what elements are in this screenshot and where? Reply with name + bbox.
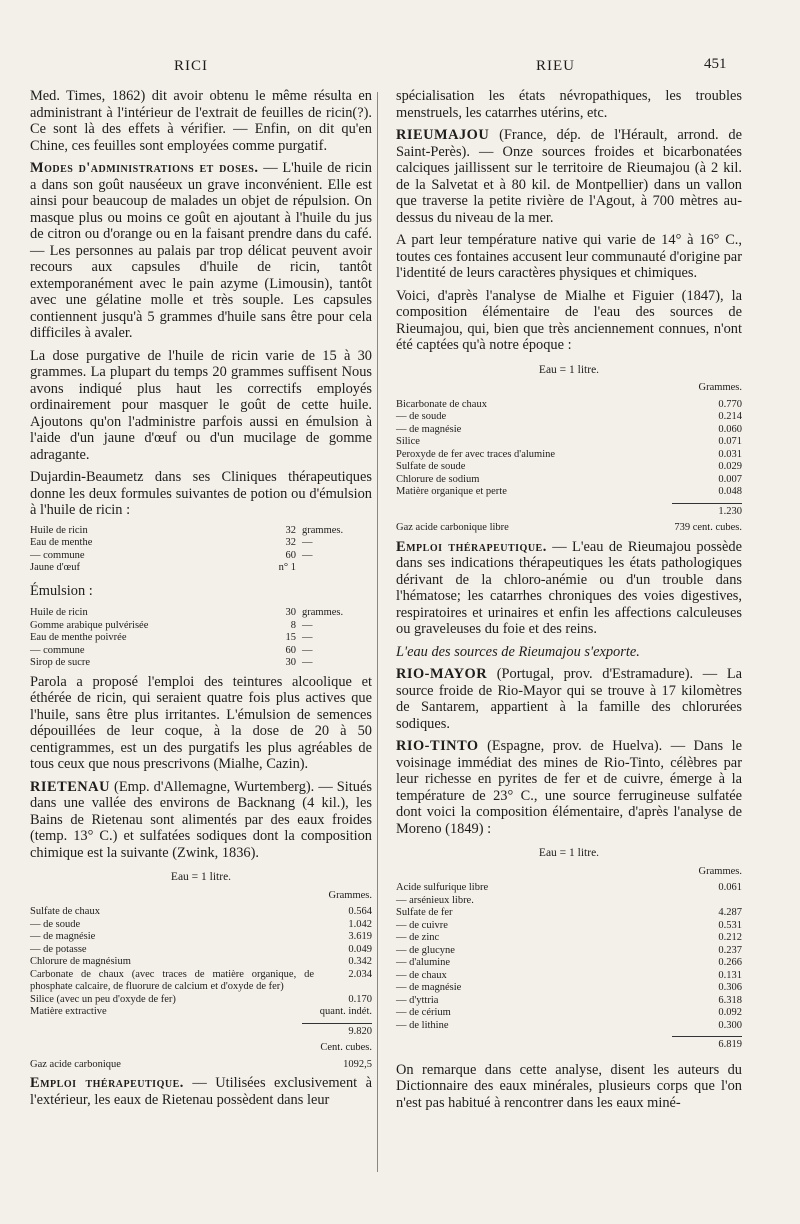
row-value: quant. indét. — [319, 1006, 372, 1017]
row-unit: — — [302, 657, 313, 668]
table-row — [396, 882, 742, 895]
row-value: 0.092 — [718, 1007, 742, 1018]
row-name: — d'alumine — [396, 957, 451, 968]
row-name: Gomme arabique pulvérisée — [30, 619, 149, 631]
paragraph-text: (Emp. d'Allemagne, Wurtemberg). — Situés dans une vallée des environs de Backnang (4 kil.), les Bains de Rietenau sont alimentés par des eaux froides (temp. 13° C.) et sulfatées sodiques dont la composition chimique est la suivante (Zwink, 1836). — [30, 778, 372, 861]
gaz-label: Gaz acide carbonique libre — [396, 522, 509, 533]
table-row — [396, 945, 742, 958]
paragraph: spécialisation les états névropathiques, les troubles menstruels, les catarrhes utérins, etc. — [396, 88, 742, 121]
page-number: 451 — [704, 56, 727, 72]
table-row — [396, 436, 742, 449]
paragraph — [396, 666, 742, 732]
grammes-header: Grammes. — [328, 889, 372, 901]
row-value: 0.266 — [718, 957, 742, 968]
composition-total: 9.820 — [302, 1023, 372, 1041]
cent-cubes-header: Cent. cubes. — [320, 1042, 372, 1053]
table-row — [30, 944, 372, 957]
row-value: 0.564 — [348, 906, 372, 917]
rio-tinto-composition-table — [396, 882, 742, 1032]
section-lead: RIO-TINTO — [396, 738, 479, 754]
row-name: Sulfate de soude — [396, 461, 466, 472]
row-name: — de soude — [396, 411, 447, 422]
gaz-value: 1092,5 — [343, 1058, 372, 1070]
row-name: Matière extractive — [30, 1006, 107, 1017]
row-name: — de cuivre — [396, 919, 448, 931]
row-value: n° 1 — [278, 562, 296, 573]
running-header-right: RIEU — [536, 58, 575, 74]
row-name: — commune — [30, 644, 85, 656]
row-value: 8 — [290, 619, 296, 631]
paragraph — [396, 539, 742, 638]
gaz-row — [396, 522, 742, 535]
row-name: — de magnésie — [396, 423, 462, 435]
row-unit — [296, 562, 372, 575]
potion-formula-table — [30, 525, 372, 575]
table-row — [396, 424, 742, 437]
row-value: 0.770 — [718, 398, 742, 410]
row-name: — de cérium — [396, 1007, 451, 1018]
row-value: 6.318 — [718, 994, 742, 1006]
paragraph: Parola a proposé l'emploi des teintures alcoolique et éthérée de ricin, qui seraient quatre fois plus actives que l'huile, sans être plus irritantes. L'émulsion de semences dépouillées de leur coque, à la dose de 20 à 50 centigrammes, est un des purgatifs les plus agréables de tous ceux que nous prescrivons (Mialhe, Cazin). — [30, 673, 372, 772]
paragraph — [30, 779, 372, 862]
row-value: 32 — [285, 537, 296, 548]
row-value: 0.060 — [718, 423, 742, 435]
gaz-value: 739 cent. cubes. — [674, 522, 742, 533]
paragraph: Dujardin-Beaumetz dans ses Cliniques thérapeutiques donne les deux formules suivantes de potion ou d'émulsion à l'huile de ricin : — [30, 469, 372, 518]
row-value: 0.342 — [348, 956, 372, 967]
row-name: Matière organique et perte — [396, 486, 507, 497]
row-name: Chlorure de sodium — [396, 473, 480, 485]
row-value: 0.007 — [718, 473, 742, 485]
table-row — [30, 956, 372, 969]
row-value: 30 — [285, 607, 296, 618]
gaz-row — [30, 1059, 372, 1072]
row-name: Silice (avec un peu d'oxyde de fer) — [30, 993, 176, 1005]
table-row — [30, 931, 372, 944]
row-value: 0.170 — [348, 993, 372, 1005]
table-row — [30, 537, 372, 550]
table-row — [396, 932, 742, 945]
row-value: 0.048 — [718, 486, 742, 497]
row-value: 0.212 — [718, 932, 742, 943]
table-row — [396, 1020, 742, 1033]
row-name: — de magnésie — [396, 982, 462, 993]
rieumajou-composition-table — [396, 399, 742, 499]
row-value: 0.061 — [718, 882, 742, 893]
paragraph-text: (France, dép. de l'Hérault, arrond. de Saint-Perès). — Onze sources froides et bicarbonatées calciques jaillissent sur le territoire de Rieumajou (à 2 kil. de la Salvetat et à 80 kil. de Montpellier) dans un vallon que traverse la petite rivière de l'Agout, à 700 mètres au-dessus du niveau de la mer. — [396, 127, 742, 226]
table-row — [30, 994, 372, 1007]
row-name: Bicarbonate de chaux — [396, 398, 487, 410]
row-value: 0.071 — [718, 436, 742, 447]
row-name: Chlorure de magnésium — [30, 956, 131, 967]
row-value: 0.029 — [718, 461, 742, 472]
table-row — [30, 550, 372, 563]
running-header-left: RICI — [174, 58, 208, 74]
paragraph — [396, 738, 742, 837]
row-unit: — — [302, 619, 313, 631]
paragraph: La dose purgative de l'huile de ricin varie de 15 à 30 grammes. La plupart du temps 20 grammes suffisent Nous avons indiqué plus haut les correctifs employés ordinairement pour masquer le goût de cette huile. Ajoutons qu'on l'administre parfois aussi en émulsion à l'aide d'un jaune d'œuf ou d'un mucilage de gomme adragante. — [30, 347, 372, 463]
row-name: Carbonate de chaux (avec traces de matière organique, de phosphate calcaire, de fluorure de calcium et d'oxyde de fer) — [30, 968, 314, 992]
row-name: — d'yttria — [396, 994, 439, 1006]
row-name: Huile de ricin — [30, 607, 88, 618]
row-value — [684, 895, 742, 908]
table-row — [30, 607, 372, 620]
row-name: Huile de ricin — [30, 524, 88, 536]
paragraph — [30, 160, 372, 342]
table-row — [30, 562, 372, 575]
section-lead: RIEUMAJOU — [396, 127, 490, 143]
paragraph: On remarque dans cette analyse, disent les auteurs du Dictionnaire des eaux minérales, plusieurs corps que l'on n'est pas habitué à rencontrer dans les eaux miné- — [396, 1061, 742, 1111]
row-value: 15 — [285, 632, 296, 643]
grammes-header: Grammes. — [698, 865, 742, 877]
emulsion-formula-table — [30, 607, 372, 670]
composition-total: 1.230 — [672, 503, 742, 521]
table-row — [396, 957, 742, 970]
table-row — [396, 995, 742, 1008]
paragraph: L'eau des sources de Rieumajou s'exporte. — [396, 643, 640, 660]
table-row — [396, 449, 742, 462]
section-lead: Emploi thérapeutique. — [396, 538, 547, 555]
paragraph-text: — L'huile de ricin a dans son goût nauséeux un grave inconvénient. Elle est ainsi pour beaucoup de malades un objet de répulsion. On masque plus ou moins ce goût en ajoutant à l'huile du jus de citron ou d'orange ou en la faisant prendre dans du café. — Les personnes au palais par trop délicat peuvent avoir recours aux capsules d'huile de ricin, tantôt extemporanément avec le pain azyme (Limousin), tantôt avec une gélatine molle et très souple. Les capsules contiennent jusqu'à 5 grammes d'huile sans être pour cela difficiles à avaler. — [30, 160, 372, 341]
row-value: 60 — [285, 644, 296, 656]
section-lead: Emploi thérapeutique. — [30, 1075, 184, 1091]
table-row — [30, 1006, 372, 1019]
left-column — [30, 88, 372, 1114]
row-name: — de potasse — [30, 943, 87, 955]
row-unit: — — [302, 644, 313, 656]
row-name: — commune — [30, 549, 85, 561]
row-name: — de soude — [30, 918, 81, 930]
paragraph-text: (Portugal, prov. d'Estramadure). — La source froide de Rio-Mayor qui se trouve à 17 kilomètres de Santarem, appartient à la famille des chlorurées sodiques. — [396, 666, 742, 732]
paragraph-text: — Utilisées exclusivement à l'extérieur, les eaux de Rietenau possèdent dans leur — [30, 1075, 372, 1108]
paragraph — [396, 127, 742, 226]
table-row — [30, 919, 372, 932]
table-row — [396, 411, 742, 424]
eau-label: Eau = 1 litre. — [538, 363, 600, 376]
table-row — [396, 461, 742, 474]
section-lead: Modes d'administrations et doses. — [30, 160, 259, 176]
row-value: 32 — [285, 524, 296, 536]
eau-label: Eau = 1 litre. — [538, 847, 600, 859]
row-name: — arsénieux libre. — [396, 894, 474, 906]
row-value: 0.531 — [718, 919, 742, 931]
paragraph-text: (Espagne, prov. de Huelva). — Dans le voisinage immédiat des mines de Rio-Tinto, célèbres par leur richesse en pyrites de fer et de cuivre, émerge à la température de 23° C., une source ferrugineuse sulfatée dont voici la composition élémentaire, d'après l'analyse de Moreno (1849) : — [396, 738, 742, 837]
table-row — [396, 907, 742, 920]
row-value: 2.034 — [348, 968, 372, 980]
row-unit: grammes. — [302, 524, 344, 536]
table-row — [30, 620, 372, 633]
row-value: 0.237 — [718, 944, 742, 956]
row-name: Sirop de sucre — [30, 657, 91, 668]
table-row — [30, 632, 372, 645]
paragraph: A part leur température native qui varie de 14° à 16° C., toutes ces fontaines accusent leur communauté d'origine par l'identité de leurs caractères physiques et chimiques. — [396, 232, 742, 281]
row-name: Jaune d'œuf — [30, 562, 81, 573]
table-row — [396, 474, 742, 487]
gaz-label: Gaz acide carbonique — [30, 1058, 121, 1070]
row-value: 3.619 — [348, 931, 372, 942]
section-lead: RIO-MAYOR — [396, 666, 488, 682]
row-value: 0.300 — [718, 1019, 742, 1031]
column-divider — [377, 92, 378, 1172]
table-row — [30, 645, 372, 658]
table-row — [396, 895, 742, 908]
row-name: Sulfate de chaux — [30, 906, 100, 917]
table-row — [396, 920, 742, 933]
table-row — [396, 982, 742, 995]
row-unit: — — [302, 632, 313, 643]
emulsion-title: Émulsion : — [30, 582, 93, 599]
table-row — [30, 969, 372, 994]
row-name: — de magnésie — [30, 931, 96, 942]
paragraph-text: — L'eau de Rieumajou possède dans ses indications thérapeutiques les états pathologiques dérivant de la chloro-anémie ou d'un trouble dans l'hématose; les catarrhes chroniques des voies digestives, respiratoires et urinaires et enfin les affections calculeuses ou graveleuses du foie et des reins. — [396, 538, 742, 637]
paragraph: Med. Times, 1862) dit avoir obtenu le même résulta en administrant à l'intérieur de l'extrait de feuilles de ricin(?). Ce sont là des effets à vérifier. — Enfin, on dit qu'en Chine, ces feuilles sont employées comme purgatif. — [30, 88, 372, 154]
table-row — [396, 486, 742, 499]
rietenau-composition-table — [30, 906, 372, 1019]
paragraph — [30, 1075, 372, 1108]
eau-label: Eau = 1 litre. — [170, 871, 232, 883]
table-row — [396, 1007, 742, 1020]
table-row — [396, 970, 742, 983]
section-lead: RIETENAU — [30, 778, 110, 795]
table-row — [396, 399, 742, 412]
row-value: 0.131 — [718, 969, 742, 981]
row-value: 0.214 — [718, 411, 742, 422]
row-name: Eau de menthe — [30, 537, 93, 548]
table-row — [30, 657, 372, 670]
row-value: 0.031 — [718, 448, 742, 460]
row-name: Sulfate de fer — [396, 907, 453, 918]
row-name: — de lithine — [396, 1019, 449, 1031]
row-name: — de zinc — [396, 932, 440, 943]
row-unit: — — [302, 549, 313, 561]
right-column — [396, 88, 742, 1117]
row-unit: grammes. — [302, 607, 344, 618]
row-value: 0.049 — [348, 943, 372, 955]
row-value: 4.287 — [718, 907, 742, 918]
table-row — [30, 525, 372, 538]
row-value: 1.042 — [348, 918, 372, 930]
row-name: — de glucyne — [396, 944, 455, 956]
row-name: Acide sulfurique libre — [396, 882, 489, 893]
table-row — [30, 906, 372, 919]
grammes-header: Grammes. — [698, 382, 742, 393]
row-name: — de chaux — [396, 969, 447, 981]
row-name: Peroxyde de fer avec traces d'alumine — [396, 448, 556, 460]
row-value: 0.306 — [718, 982, 742, 993]
row-name: Silice — [396, 436, 420, 447]
row-name: Eau de menthe poivrée — [30, 632, 127, 643]
paragraph: Voici, d'après l'analyse de Mialhe et Figuier (1847), la composition élémentaire de l'eau des sources de Rieumajou, qui, bien que très anciennement connues, n'ont été captées qu'à notre époque : — [396, 287, 742, 353]
composition-total: 6.819 — [672, 1036, 742, 1054]
row-unit: — — [302, 537, 313, 548]
row-value: 30 — [285, 657, 296, 668]
row-value: 60 — [285, 549, 296, 561]
